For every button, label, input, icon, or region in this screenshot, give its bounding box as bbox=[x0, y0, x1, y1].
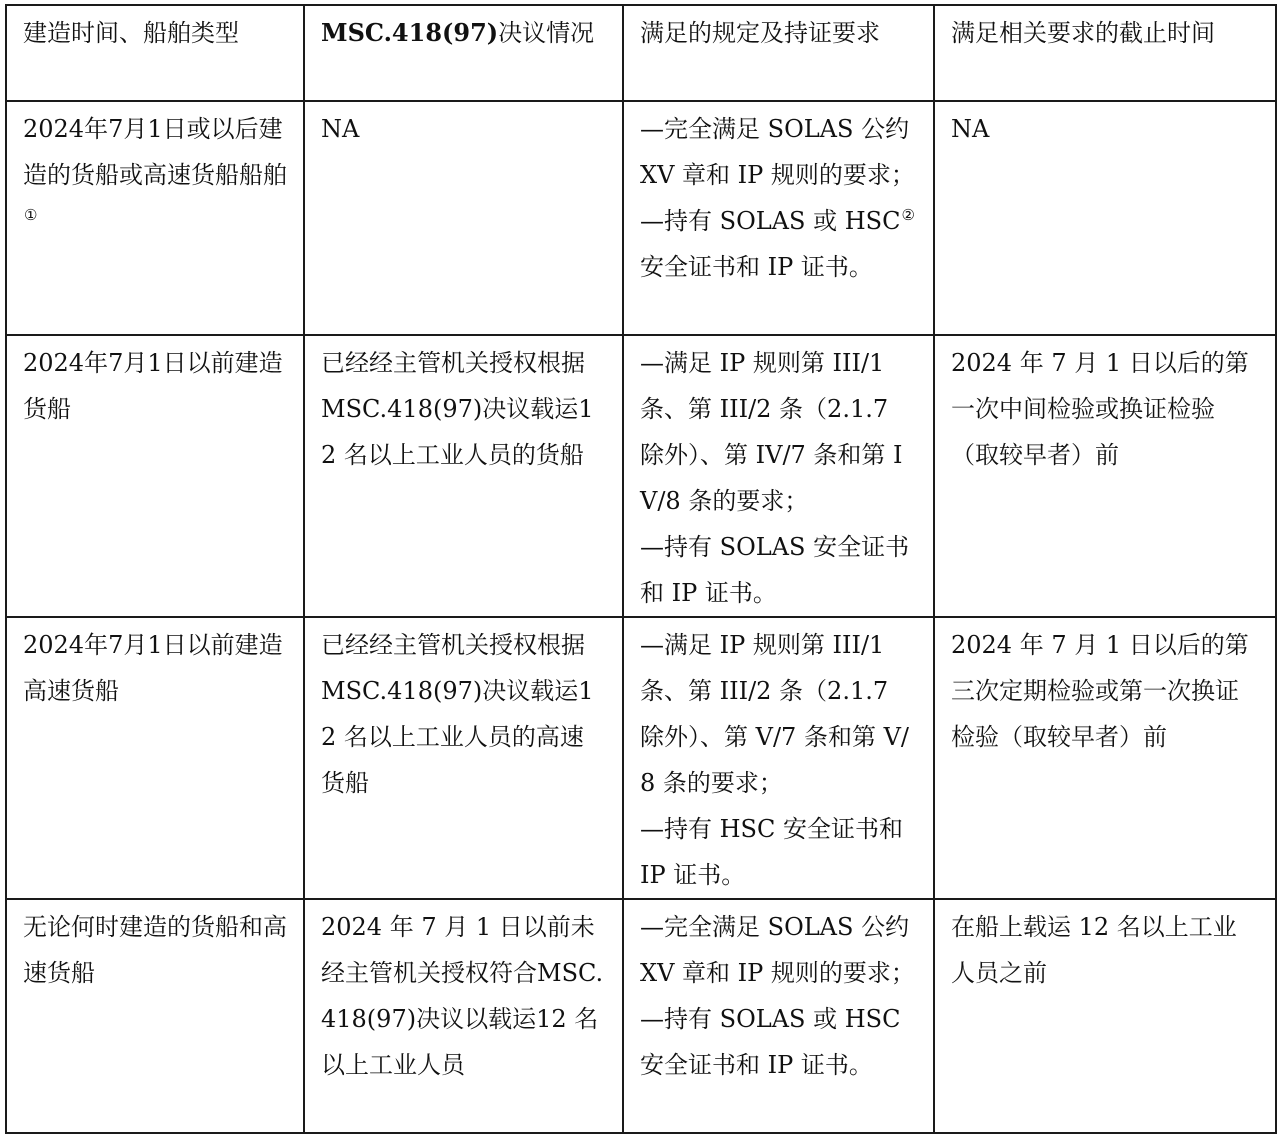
cell-ship-type bbox=[6, 617, 304, 899]
header-requirements bbox=[623, 5, 934, 101]
table-header-row bbox=[6, 5, 1276, 101]
footnote-marker: ① bbox=[24, 206, 38, 224]
header-col3-text: 满足的规定及持证要求 bbox=[640, 19, 880, 47]
header-resolution-status bbox=[304, 5, 623, 101]
cell-deadline bbox=[934, 101, 1276, 335]
requirement-compliance: —满足 IP 规则第 III/1 条、第 III/2 条（2.1.7 除外）、第 V/7 条和第 V/8 条的要求； bbox=[640, 631, 909, 797]
table-row bbox=[6, 335, 1276, 617]
deadline-text: 2024 年 7 月 1 日以后的第三次定期检验或第一次换证检验（取较早者）前 bbox=[951, 631, 1249, 751]
cell-requirements bbox=[623, 101, 934, 335]
header-col4-text: 满足相关要求的截止时间 bbox=[951, 19, 1215, 47]
requirement-certificate: —持有 HSC 安全证书和 IP 证书。 bbox=[640, 815, 903, 889]
resolution-status-text: NA bbox=[321, 115, 360, 143]
cell-ship-type bbox=[6, 101, 304, 335]
cell-ship-type bbox=[6, 335, 304, 617]
header-construction-date-ship-type bbox=[6, 5, 304, 101]
resolution-status-text: 已经经主管机关授权根据MSC.418(97)决议载运12 名以上工业人员的货船 bbox=[321, 349, 594, 469]
requirement-compliance: —完全满足 SOLAS 公约 XV 章和 IP 规则的要求； bbox=[640, 115, 915, 189]
table-row bbox=[6, 617, 1276, 899]
cell-deadline bbox=[934, 899, 1276, 1133]
cell-requirements bbox=[623, 617, 934, 899]
requirements-table bbox=[5, 4, 1277, 1134]
requirement-certificate-text: —持有 SOLAS 或 HSC bbox=[640, 207, 901, 235]
cell-ship-type bbox=[6, 899, 304, 1133]
requirement-certificate: —持有 SOLAS 或 HSC 安全证书和 IP 证书。 bbox=[640, 1005, 901, 1079]
resolution-status-text: 2024 年 7 月 1 日以前未经主管机关授权符合MSC.418(97)决议以载运12 名以上工业人员 bbox=[321, 913, 604, 1079]
ship-type-text: 无论何时建造的货船和高速货船 bbox=[23, 913, 287, 987]
requirement-certificate-tail: 安全证书和 IP 证书。 bbox=[640, 253, 873, 281]
cell-deadline bbox=[934, 617, 1276, 899]
footnote-marker: ② bbox=[901, 206, 915, 224]
header-col2-text: 决议情况 bbox=[498, 19, 595, 47]
cell-deadline bbox=[934, 335, 1276, 617]
table-row bbox=[6, 101, 1276, 335]
ship-type-text: 2024年7月1日或以后建造的货船或高速货船船舶 bbox=[23, 115, 287, 189]
cell-resolution-status bbox=[304, 899, 623, 1133]
deadline-text: 在船上载运 12 名以上工业人员之前 bbox=[951, 913, 1237, 987]
header-col2-resolution-code: MSC.418(97) bbox=[321, 18, 499, 47]
table-row bbox=[6, 899, 1276, 1133]
header-deadline bbox=[934, 5, 1276, 101]
ship-type-text: 2024年7月1日以前建造高速货船 bbox=[23, 631, 283, 705]
cell-resolution-status bbox=[304, 617, 623, 899]
deadline-text: 2024 年 7 月 1 日以后的第一次中间检验或换证检验（取较早者）前 bbox=[951, 349, 1249, 469]
requirement-certificate-lead bbox=[640, 198, 918, 244]
cell-resolution-status bbox=[304, 101, 623, 335]
deadline-text: NA bbox=[951, 115, 990, 143]
ship-type-text: 2024年7月1日以前建造货船 bbox=[23, 349, 283, 423]
requirement-compliance: —满足 IP 规则第 III/1 条、第 III/2 条（2.1.7 除外）、第 IV/7 条和第 IV/8 条的要求； bbox=[640, 349, 903, 515]
cell-requirements bbox=[623, 335, 934, 617]
requirement-certificate: —持有 SOLAS 安全证书和 IP 证书。 bbox=[640, 533, 910, 607]
requirement-compliance: —完全满足 SOLAS 公约 XV 章和 IP 规则的要求； bbox=[640, 913, 915, 987]
cell-requirements bbox=[623, 899, 934, 1133]
resolution-status-text: 已经经主管机关授权根据MSC.418(97)决议载运12 名以上工业人员的高速货船 bbox=[321, 631, 594, 797]
header-col1-text: 建造时间、船舶类型 bbox=[23, 19, 239, 47]
cell-resolution-status bbox=[304, 335, 623, 617]
